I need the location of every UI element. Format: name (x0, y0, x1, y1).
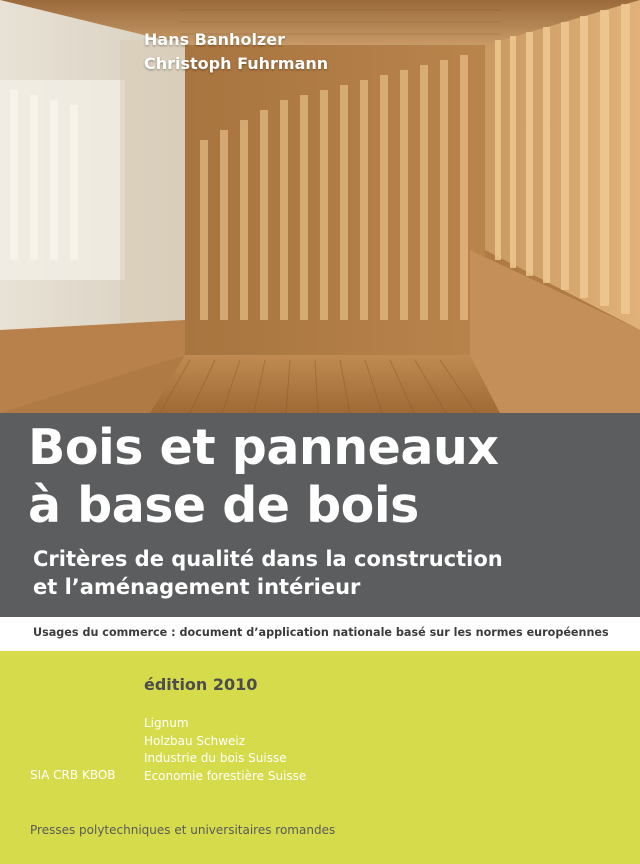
usage-note: Usages du commerce : document d’application nationale basé sur les normes européennes (33, 626, 609, 639)
publisher-item: Economie forestière Suisse (144, 768, 307, 783)
publisher-item: Holzbau Schweiz (144, 733, 246, 748)
green-panel (0, 651, 640, 864)
subtitle-line: et l’aménagement intérieur (33, 575, 361, 599)
book-subtitle (33, 545, 633, 601)
subtitle-line: Critères de qualité dans la construction (33, 547, 503, 571)
author-name: Christoph Fuhrmann (144, 54, 329, 73)
book-title (28, 419, 628, 535)
publisher-item: Industrie du bois Suisse (144, 751, 287, 766)
sia-label: SIA CRB KBOB (30, 768, 116, 782)
edition-label: édition 2010 (144, 675, 258, 694)
publisher-list (144, 715, 306, 785)
title-line: Bois et panneaux (28, 419, 499, 476)
press-name: Presses polytechniques et universitaires romandes (30, 823, 336, 837)
publisher-item: Lignum (144, 716, 189, 730)
author-name: Hans Banholzer (144, 30, 285, 49)
cover-photo (0, 0, 640, 413)
usage-strip (0, 617, 640, 651)
title-band (0, 413, 640, 617)
authors (144, 28, 328, 76)
title-line: à base de bois (28, 477, 419, 534)
